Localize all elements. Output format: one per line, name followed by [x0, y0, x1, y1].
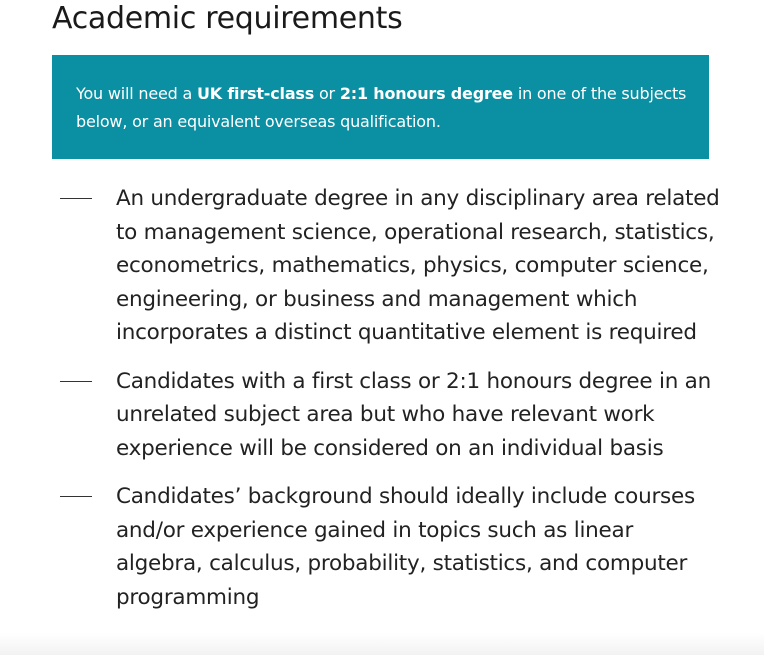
callout-text: or — [314, 84, 340, 103]
requirement-text: Candidates with a first class or 2:1 honours degree in an unrelated subject area but who have relevant work experience will be considered on an individual basis — [116, 368, 711, 461]
section-heading: Academic requirements — [52, 1, 403, 36]
requirements-list — [60, 182, 720, 629]
requirement-item — [60, 480, 720, 614]
dash-bullet-icon — [60, 198, 92, 199]
requirements-callout — [52, 55, 709, 159]
requirement-item — [60, 182, 720, 350]
dash-bullet-icon — [60, 381, 92, 382]
requirement-text: Candidates’ background should ideally include courses and/or experience gained in topics such as linear algebra, calculus, probability, statistics, and computer programming — [116, 484, 695, 610]
bottom-fade — [0, 633, 764, 655]
callout-text: in one of the subjects below, or an equivalent overseas qualification. — [76, 84, 687, 131]
requirement-text: An undergraduate degree in any disciplinary area related to management science, operational research, statistics, econometrics, mathematics, physics, computer science, engineering, or business and management which incorporates a distinct quantitative element is required — [116, 186, 720, 345]
requirement-item — [60, 365, 720, 466]
dash-bullet-icon — [60, 496, 92, 497]
callout-text: You will need a — [76, 84, 197, 103]
callout-highlight-honours: 2:1 honours degree — [339, 84, 513, 103]
callout-highlight-first-class: UK first-class — [196, 84, 315, 103]
